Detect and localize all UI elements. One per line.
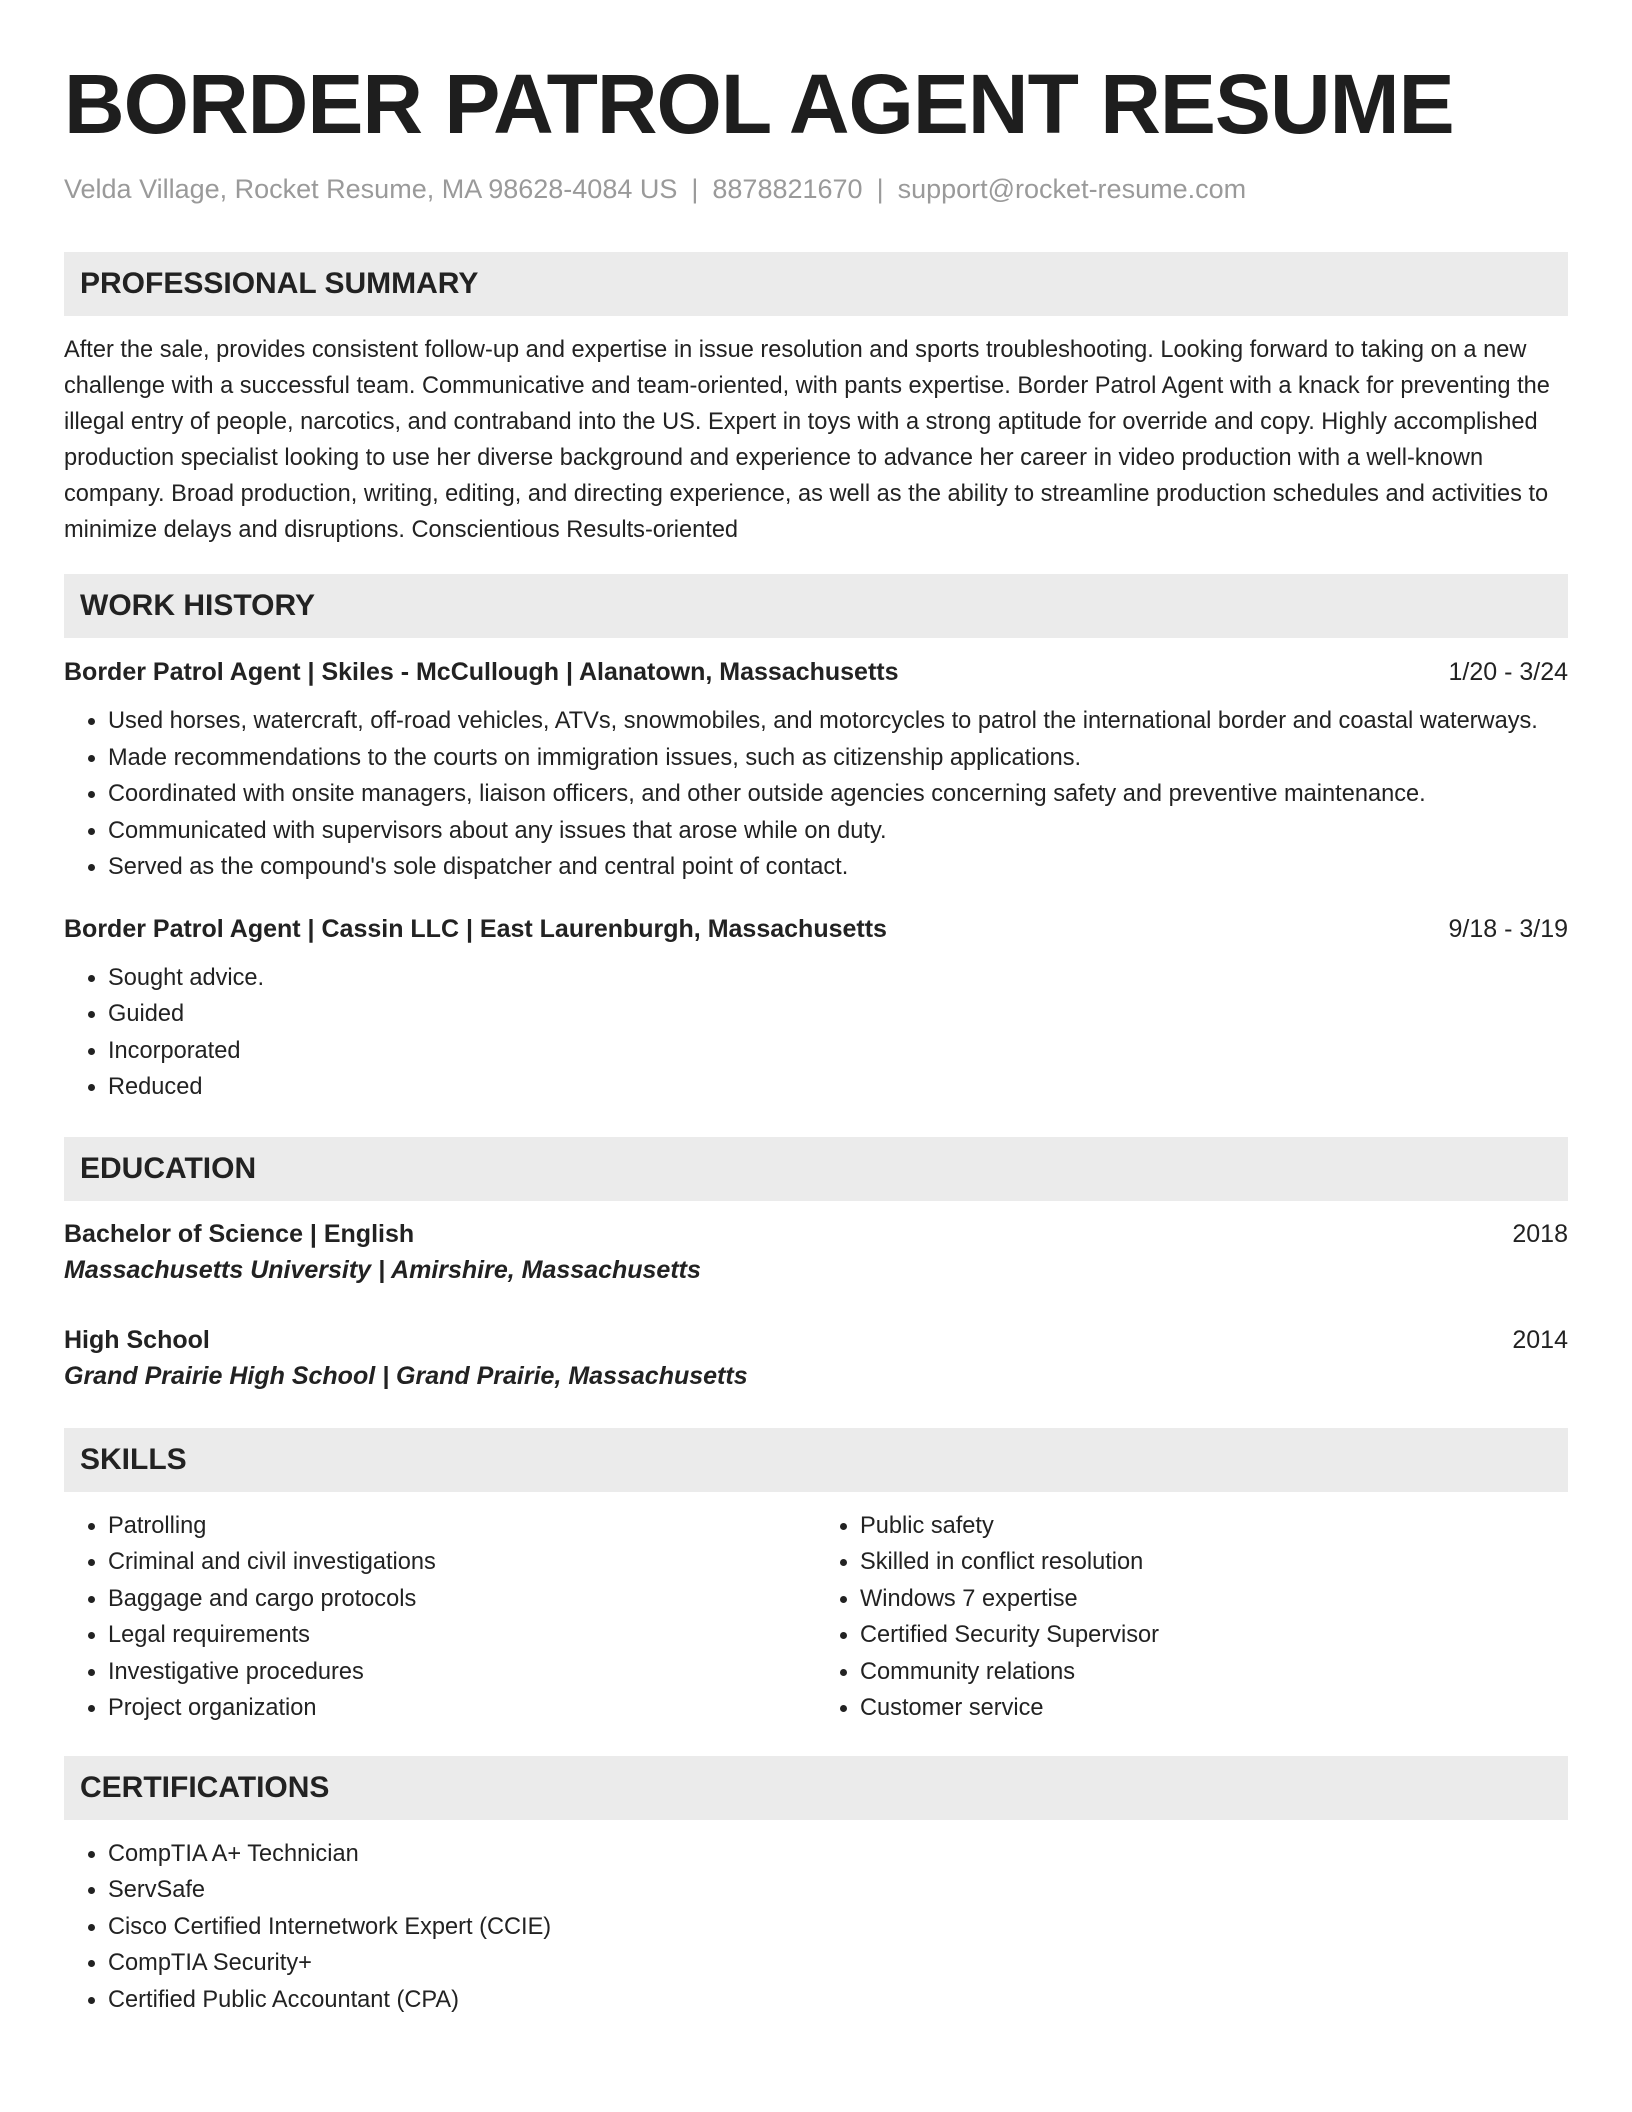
list-item: • Made recommendations to the courts on immigration issues, such as citizenship applications. xyxy=(108,740,1568,777)
certifications-list xyxy=(64,1836,1568,2019)
contact-line xyxy=(64,172,1568,206)
education-school: Massachusetts University | Amirshire, Massachusetts xyxy=(64,1255,701,1284)
list-item: • Guided xyxy=(108,996,1568,1033)
education-entry xyxy=(64,1323,1568,1395)
job-header xyxy=(64,912,1568,946)
list-item: • Customer service xyxy=(860,1690,1568,1727)
education-degree: Bachelor of Science | English xyxy=(64,1219,415,1248)
job-bullets xyxy=(64,703,1568,886)
job-title: Border Patrol Agent | Skiles - McCullough | Alanatown, Massachusetts xyxy=(64,658,899,686)
job-dates: 1/20 - 3/24 xyxy=(1448,658,1568,686)
list-item: • Coordinated with onsite managers, liaison officers, and other outside agencies concerning safety and preventive maintenance. xyxy=(108,776,1568,813)
job-title: Border Patrol Agent | Cassin LLC | East Laurenburgh, Massachusetts xyxy=(64,914,887,943)
contact-phone: 8878821670 xyxy=(712,174,863,204)
list-item: • CompTIA A+ Technician xyxy=(108,1836,1568,1873)
resume-title: BORDER PATROL AGENT RESUME xyxy=(64,57,1454,151)
list-item: • Patrolling xyxy=(108,1508,816,1545)
job-header xyxy=(64,655,1568,689)
list-item: • Investigative procedures xyxy=(108,1654,816,1691)
education-header xyxy=(64,1323,1568,1357)
list-item: • Community relations xyxy=(860,1654,1568,1691)
list-item: • Certified Public Accountant (CPA) xyxy=(108,1982,1568,2019)
education-degree: High School xyxy=(64,1325,210,1354)
section-heading-certifications: CERTIFICATIONS xyxy=(64,1756,1568,1820)
list-item: • Cisco Certified Internetwork Expert (CCIE) xyxy=(108,1909,1568,1946)
list-item: • ServSafe xyxy=(108,1872,1568,1909)
contact-separator: | xyxy=(876,174,884,204)
skills-grid xyxy=(64,1492,1568,1727)
list-item: • Project organization xyxy=(108,1690,816,1727)
contact-address: Velda Village, Rocket Resume, MA 98628-4084 US xyxy=(64,174,678,204)
list-item: • CompTIA Security+ xyxy=(108,1945,1568,1982)
section-heading-skills: SKILLS xyxy=(64,1428,1568,1492)
list-item: • Skilled in conflict resolution xyxy=(860,1544,1568,1581)
job-entry xyxy=(64,655,1568,886)
list-item: • Public safety xyxy=(860,1508,1568,1545)
education-school: Grand Prairie High School | Grand Prairie, Massachusetts xyxy=(64,1361,748,1390)
list-item: • Windows 7 expertise xyxy=(860,1581,1568,1618)
list-item: • Used horses, watercraft, off-road vehicles, ATVs, snowmobiles, and motorcycles to patrol the international border and coastal waterways. xyxy=(108,703,1568,740)
job-entry xyxy=(64,912,1568,1106)
summary-text: After the sale, provides consistent follow-up and expertise in issue resolution and sports troubleshooting. Looking forward to taking on a new challenge with a successful team. Communicative and team-oriented, with pants expertise. Border Patrol Agent with a knack for preventing the illegal entry of people, narcotics, and contraband into the US. Expert in toys with a strong aptitude for override and copy. Highly accomplished production specialist looking to use her diverse background and experience to advance her career in video production with a well-known company. Broad production, writing, editing, and directing experience, as well as the ability to streamline production schedules and activities to minimize delays and disruptions. Conscientious Results-oriented xyxy=(64,337,1550,543)
list-item: • Incorporated xyxy=(108,1033,1568,1070)
list-item: • Criminal and civil investigations xyxy=(108,1544,816,1581)
section-heading-summary: PROFESSIONAL SUMMARY xyxy=(64,252,1568,316)
job-dates: 9/18 - 3/19 xyxy=(1448,914,1568,943)
education-header xyxy=(64,1217,1568,1251)
section-heading-work: WORK HISTORY xyxy=(64,574,1568,638)
skills-list-right xyxy=(816,1508,1568,1727)
list-item: • Certified Security Supervisor xyxy=(860,1617,1568,1654)
education-year: 2018 xyxy=(1512,1219,1568,1248)
education-entry xyxy=(64,1217,1568,1289)
contact-email: support@rocket-resume.com xyxy=(897,174,1247,204)
contact-separator: | xyxy=(691,174,699,204)
education-year: 2014 xyxy=(1512,1325,1568,1354)
list-item: • Served as the compound's sole dispatcher and central point of contact. xyxy=(108,849,1568,886)
job-bullets xyxy=(64,960,1568,1106)
section-heading-education: EDUCATION xyxy=(64,1137,1568,1201)
list-item: • Baggage and cargo protocols xyxy=(108,1581,816,1618)
list-item: • Sought advice. xyxy=(108,960,1568,997)
list-item: • Reduced xyxy=(108,1069,1568,1106)
list-item: • Communicated with supervisors about any issues that arose while on duty. xyxy=(108,813,1568,850)
list-item: • Legal requirements xyxy=(108,1617,816,1654)
skills-list-left xyxy=(64,1508,816,1727)
